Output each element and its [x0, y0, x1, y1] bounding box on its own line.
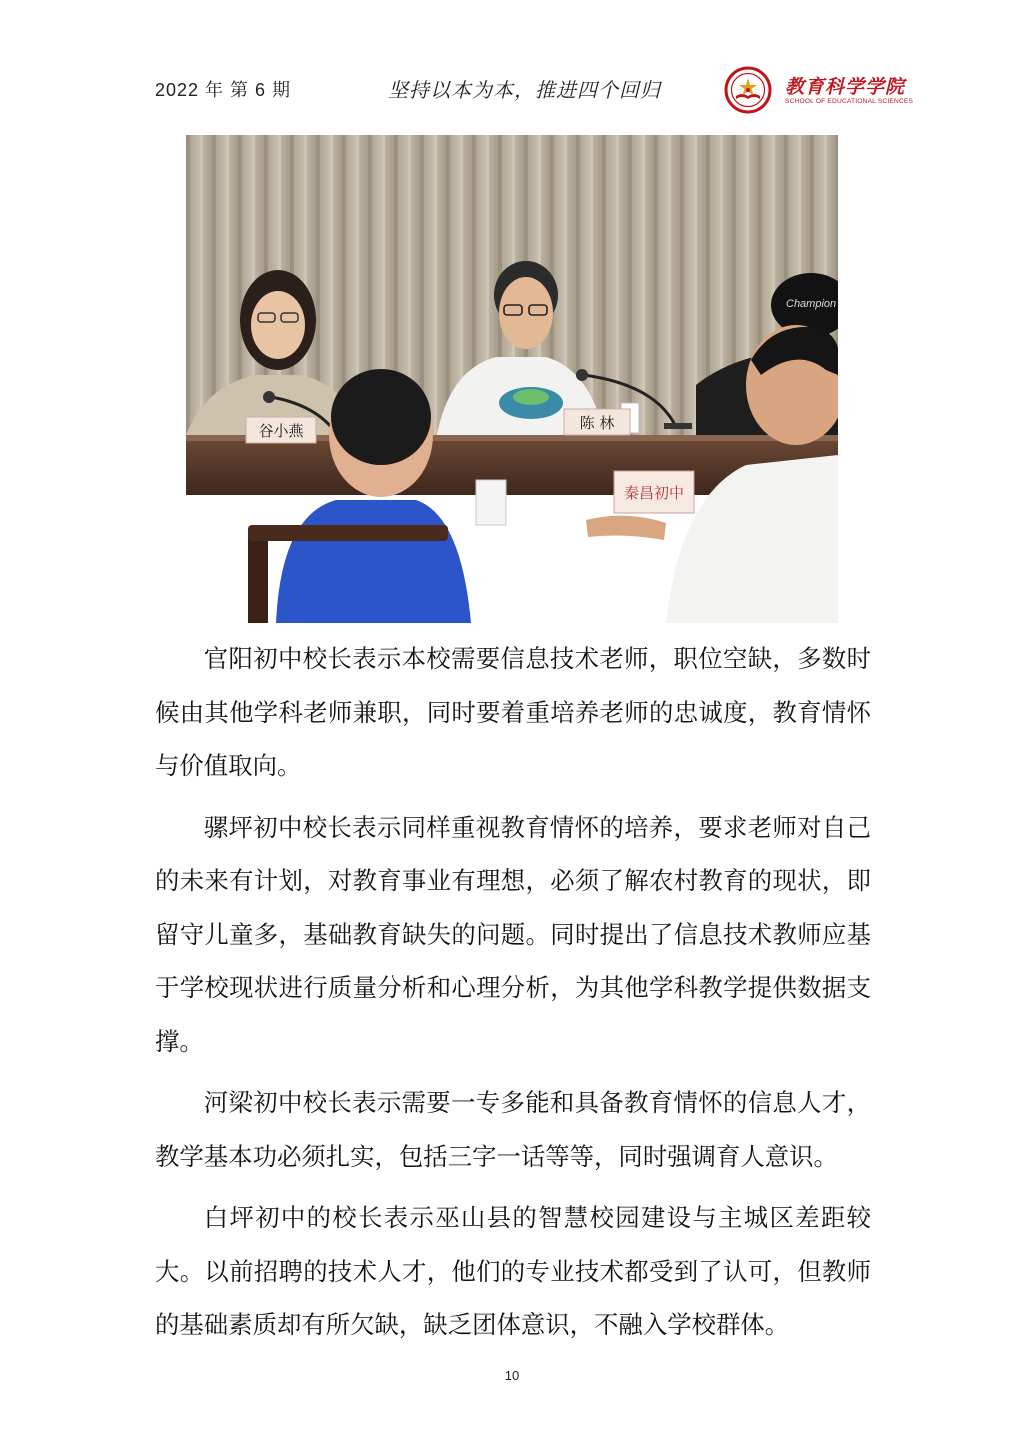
name-card-2-text: 陈 林	[579, 414, 615, 432]
paragraph-4: 白坪初中的校长表示巫山县的智慧校园建设与主城区差距较大。以前招聘的技术人才，他们的专业技术都受到了认可，但教师的基础素质却有所欠缺，缺乏团体意识，不融入学校群体。	[155, 1203, 871, 1339]
chair-back-1	[248, 525, 448, 541]
issue-label: 2022 年 第 6 期	[155, 80, 292, 100]
woman-face	[251, 291, 305, 359]
logo-school-subtitle: SCHOOL OF EDUCATIONAL SCIENCES	[785, 98, 914, 105]
paragraph-1: 官阳初中校长表示本校需要信息技术老师，职位空缺，多数时候由其他学科老师兼职，同时要着重培养老师的忠诚度，教育情怀与价值取向。	[155, 644, 871, 780]
paragraph-2: 骡坪初中校长表示同样重视教育情怀的培养，要求老师对自己的未来有计划，对教育事业有理想，必须了解农村教育的现状，即留守儿童多，基础教育缺失的问题。同时提出了信息技术教师应基于学校现状进行质量分析和心理分析，为其他学科教学提供数据支撑。	[155, 812, 871, 1056]
meeting-photo	[186, 135, 838, 623]
person-blue-shirt	[276, 500, 471, 623]
man-face	[499, 277, 553, 349]
school-logo	[724, 66, 914, 114]
name-card-1-text: 谷小燕	[258, 422, 304, 440]
person-blue-hair	[331, 369, 431, 465]
cap-brand: Champion	[786, 298, 837, 310]
school-emblem-icon	[724, 66, 780, 114]
person-white-hand	[586, 516, 666, 540]
page-number: 10	[504, 1368, 520, 1383]
logo-school-name: 教育科学学院	[785, 76, 906, 98]
name-card-3-text: 秦昌初中	[623, 484, 685, 502]
meeting-photo-illustration	[186, 135, 838, 623]
paper-cup	[476, 480, 506, 525]
paragraph-3: 河梁初中校长表示需要一专多能和具备教育情怀的信息人才，教学基本功必须扎实，包括三字一话等等，同时强调育人意识。	[155, 1088, 871, 1171]
article-body	[155, 632, 871, 1360]
header-motto: 坚持以本为本，推进四个回归	[388, 78, 661, 102]
